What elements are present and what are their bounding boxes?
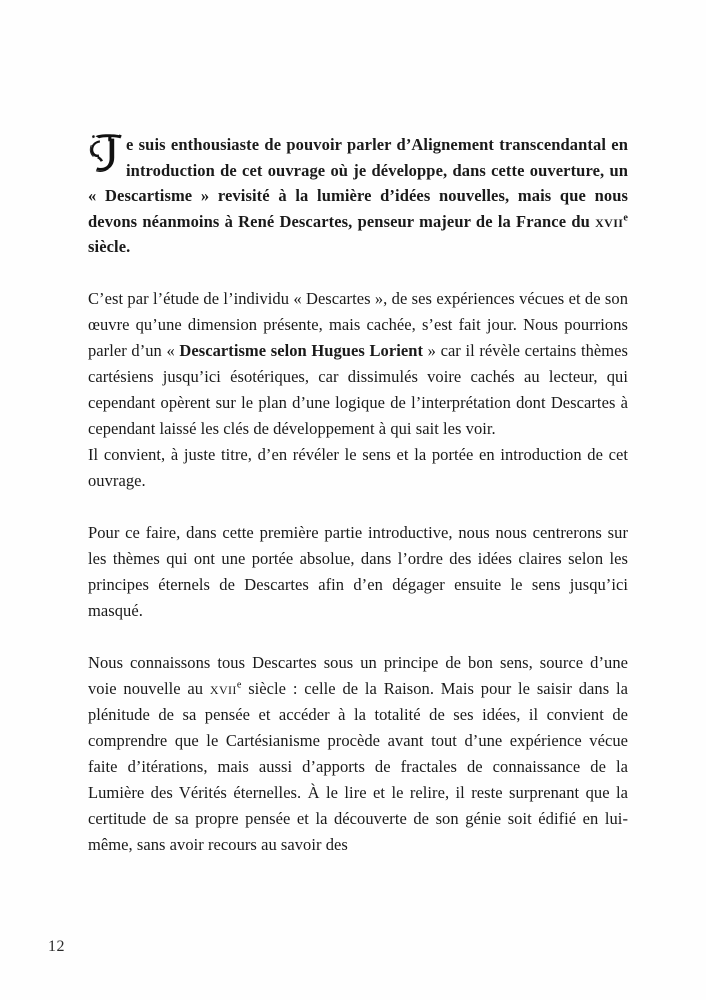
paragraph-2-part-1: C’est par l’étude de l’individu « Descartes », de ses expériences vécues et de son œuvre qu’une dimension présente, mais cachée, s’est fait jour. Nous pourrions parler d’un « bbox=[88, 288, 628, 360]
century-ordinal-second: e bbox=[236, 679, 242, 690]
drop-cap-j-icon bbox=[88, 133, 124, 172]
paragraph-5 bbox=[88, 650, 628, 858]
paragraph-4: Pour ce faire, dans cette première partie introductive, nous nous centrerons sur les thèmes qui ont une portée absolue, dans l’ordre des idées claires selon les principes éternels de Descartes afin d’en dégager ensuite le sens jusqu’ici masqué. bbox=[88, 522, 628, 620]
paragraph-5-part-1: Nous connaissons tous Descartes sous un principe de bon sens, source d’une voie nouvelle au bbox=[88, 652, 628, 698]
century-ordinal-first: e bbox=[623, 212, 628, 223]
century-numeral-second: xvii bbox=[209, 678, 237, 698]
lead-text-after-century: siècle. bbox=[88, 237, 131, 256]
paragraph-2 bbox=[88, 286, 628, 442]
lead-paragraph bbox=[88, 132, 628, 260]
paragraph-5-part-2: siècle : celle de la Raison. Mais pour le saisir dans la plénitude de sa pensée et accéder à la totalité de ses idées, il convient de comprendre que le Cartésianisme procède avant tout d’une expérience vécue faite d’itérations, mais aussi d’apports de fractales de connaissance de la Lumière des Vérités éternelles. À le lire et le relire, il reste surprenant que la certitude de sa propre pensée et la découverte de son génie soit édifié en lui-même, sans avoir recours au savoir des bbox=[88, 678, 628, 854]
paragraph-2-part-2: » car il révèle certains thèmes cartésiens jusqu’ici ésotériques, car dissimulés voire cachés au lecteur, qui cependant opèrent sur le plan d’une logique de l’interprétation dont Descartes à cependant laissé les clés de développement à qui sait les voir. bbox=[88, 340, 628, 438]
bold-phrase-descartisme-hugues-lorient: Descartisme selon Hugues Lorient bbox=[179, 340, 423, 360]
paragraph-gap-3 bbox=[88, 624, 628, 650]
paragraph-3: Il convient, à juste titre, d’en révéler le sens et la portée en introduction de cet ouvrage. bbox=[88, 444, 628, 490]
paragraph-gap-2 bbox=[88, 494, 628, 520]
page-text-block bbox=[88, 132, 628, 858]
page-number: 12 bbox=[48, 938, 65, 955]
lead-text-before-century: e suis enthousiaste de pouvoir parler d’Alignement transcendantal en introduction de cet ouvrage où je développe, dans cette ouverture, un « Descartisme » revisité à la lumière d’idées nouvelles, mais que nous devons néanmoins à René Descartes, penseur majeur de la France du bbox=[88, 135, 628, 231]
paragraph-gap-1 bbox=[88, 260, 628, 286]
century-numeral-first: xvii bbox=[595, 211, 624, 231]
